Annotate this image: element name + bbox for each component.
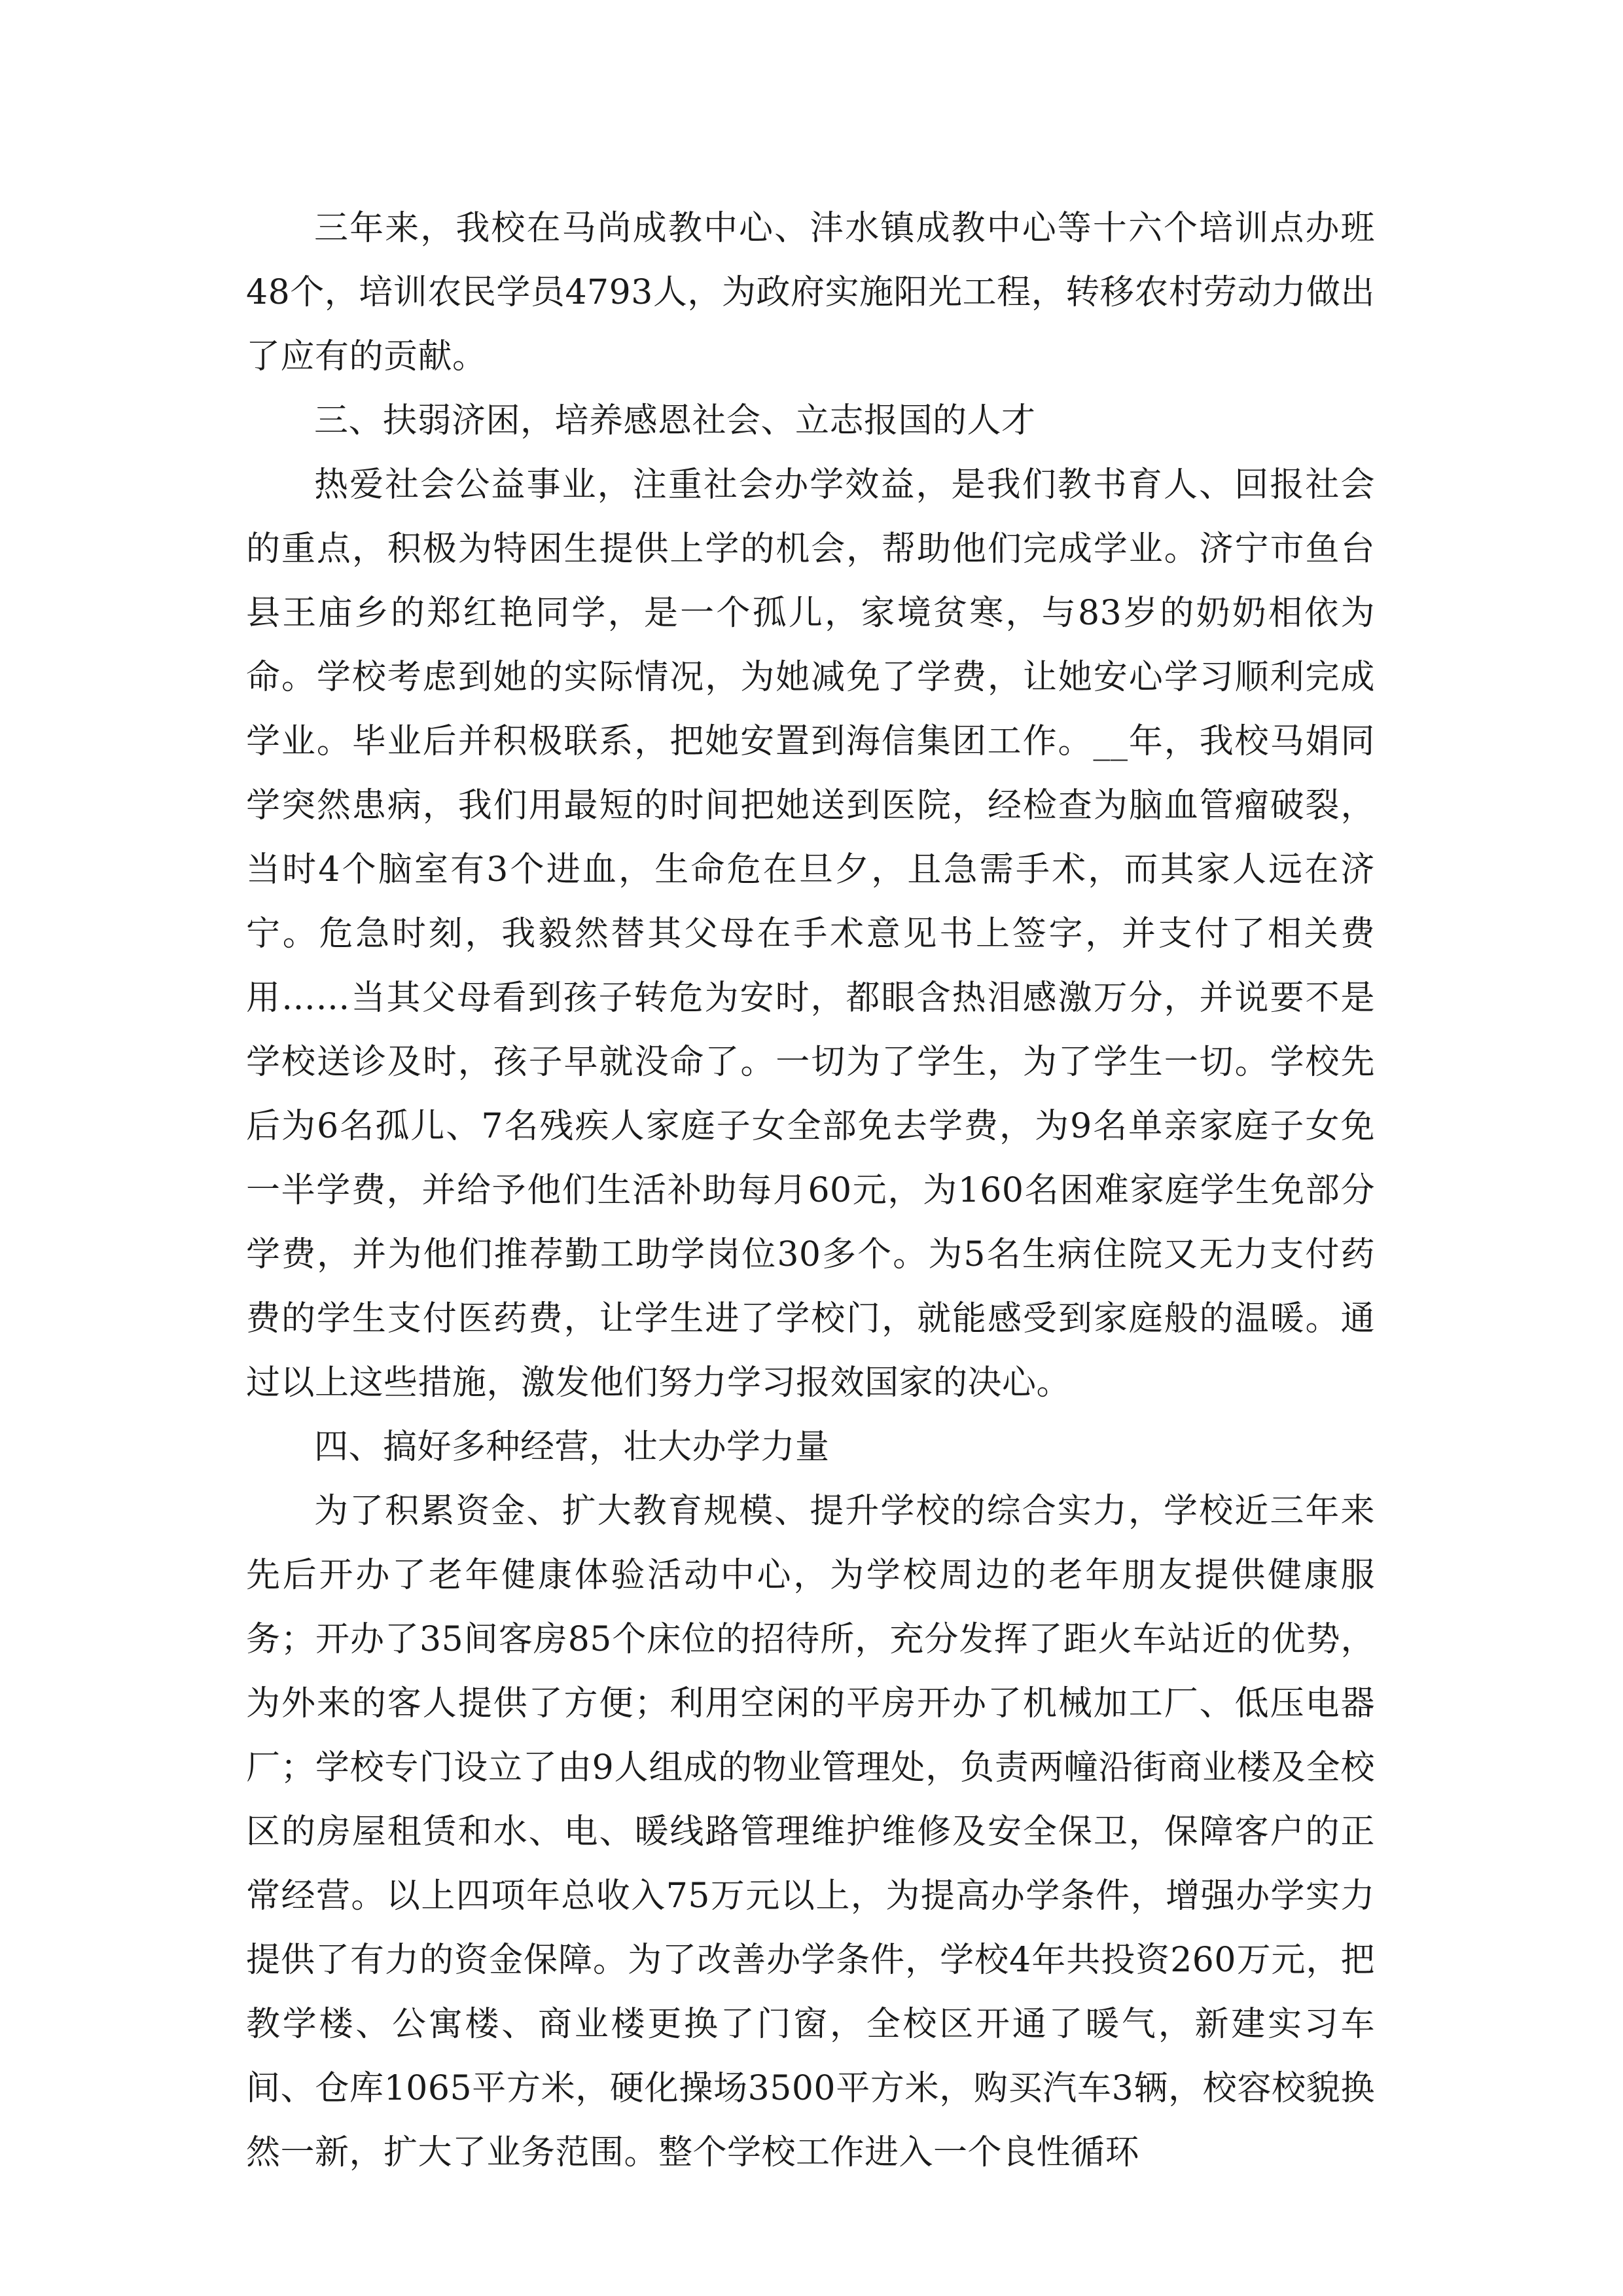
paragraph-business-operations: 为了积累资金、扩大教育规模、提升学校的综合实力，学校近三年来先后开办了老年健康体验活动中心，为学校周边的老年朋友提供健康服务；开办了35间客房85个床位的招待所，充分发挥了距火车站近的优势，为外来的客人提供了方便；利用空闲的平房开办了机械加工厂、低压电器厂；学校专门设立了由9人组成的物业管理处，负责两幢沿街商业楼及全校区的房屋租赁和水、电、暖线路管理维护维修及安全保卫，保障客户的正常经营。以上四项年总收入75万元以上，为提高办学条件，增强办学实力提供了有力的资金保障。为了改善办学条件，学校4年共投资260万元，把教学楼、公寓楼、商业楼更换了门窗，全校区开通了暖气，新建实习车间、仓库1065平方米，硬化操场3500平方米，购买汽车3辆，校容校貌换然一新，扩大了业务范围。整个学校工作进入一个良性循环 [246, 1492, 1375, 2172]
document-body [246, 196, 1375, 2185]
paragraph-training-results: 三年来，我校在马尚成教中心、沣水镇成教中心等十六个培训点办班48个，培训农民学员4793人，为政府实施阳光工程，转移农村劳动力做出了应有的贡献。 [246, 209, 1375, 376]
paragraph-student-aid: 热爱社会公益事业，注重社会办学效益，是我们教书育人、回报社会的重点，积极为特困生提供上学的机会，帮助他们完成学业。济宁市鱼台县王庙乡的郑红艳同学，是一个孤儿，家境贫寒，与83岁的奶奶相依为命。学校考虑到她的实际情况，为她减免了学费，让她安心学习顺利完成学业。毕业后并积极联系，把她安置到海信集团工作。__年，我校马娟同学突然患病，我们用最短的时间把她送到医院，经检查为脑血管瘤破裂，当时4个脑室有3个进血，生命危在旦夕，且急需手术，而其家人远在济宁。危急时刻，我毅然替其父母在手术意见书上签字，并支付了相关费用……当其父母看到孩子转危为安时，都眼含热泪感激万分，并说要不是学校送诊及时，孩子早就没命了。一切为了学生，为了学生一切。学校先后为6名孤儿、7名残疾人家庭子女全部免去学费，为9名单亲家庭子女免一半学费，并给予他们生活补助每月60元，为160名困难家庭学生免部分学费，并为他们推荐勤工助学岗位30多个。为5名生病住院又无力支付药费的学生支付医药费，让学生进了学校门，就能感受到家庭般的温暖。通过以上这些措施，激发他们努力学习报效国家的决心。 [246, 465, 1375, 1403]
section-heading-3: 三、扶弱济困，培养感恩社会、立志报国的人才 [314, 401, 1036, 440]
section-heading-4: 四、搞好多种经营，壮大办学力量 [314, 1427, 830, 1467]
